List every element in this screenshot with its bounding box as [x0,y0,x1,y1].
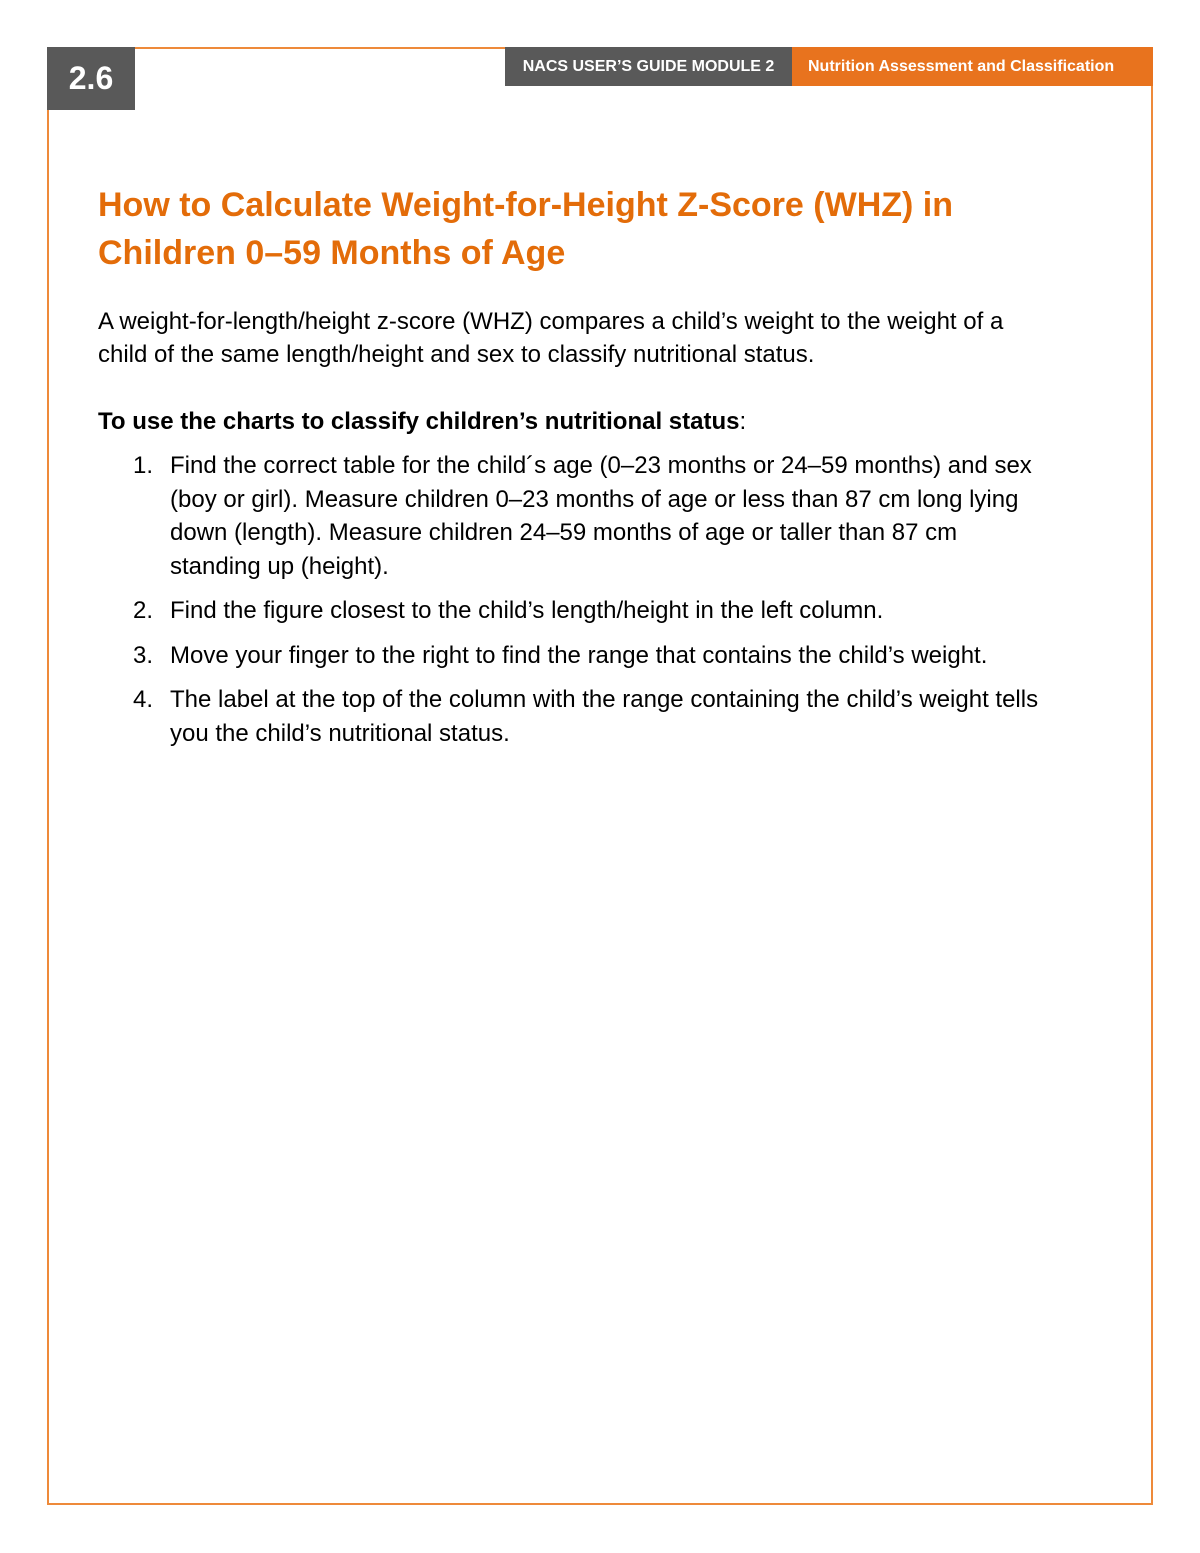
list-item-number: 3. [133,641,154,669]
instructions-lead-colon: : [739,408,747,435]
page-title-line-1: How to Calculate Weight-for-Height Z-Score (WHZ) in [98,186,953,224]
list-item [98,683,1046,750]
header-guide-label: NACS USER’S GUIDE MODULE 2 [522,57,775,75]
section-number: 2.6 [68,60,114,96]
list-item-text: Find the figure closest to the child’s length/height in the left column. [170,597,884,624]
header-guide-label-box [505,47,792,86]
section-number-badge [47,47,135,110]
page-title [98,181,953,277]
list-item-text: Find the correct table for the child´s age (0–23 months or 24–59 months) and sex (boy or girl). Measure children 0–23 months of age or less than 87 cm long lying down (length). Measure children 24–59 months of age or taller than 87 cm standing up (height). [170,452,1032,580]
instructions-steps-list [98,449,1058,761]
list-item [98,639,1046,673]
instructions-lead [98,405,746,438]
header-module-title-box [792,47,1153,86]
list-item-text: The label at the top of the column with the range containing the child’s weight tells you the child’s nutritional status. [170,686,1039,747]
instructions-lead-text: To use the charts to classify children’s nutritional status [98,408,740,435]
list-item [98,594,1046,628]
header-module-title: Nutrition Assessment and Classification [808,57,1115,75]
list-item-number: 1. [133,452,154,479]
page-title-line-2: Children 0–59 Months of Age [98,234,566,272]
list-item-text: Move your finger to the right to find the range that contains the child’s weight. [170,641,988,669]
intro-paragraph: A weight-for-length/height z-score (WHZ) compares a child’s weight to the weight of a child of the same length/height and sex to classify nutritional status. [98,308,1004,368]
list-item-number: 2. [133,597,154,624]
list-item [98,449,1046,583]
list-item-number: 4. [133,686,154,713]
